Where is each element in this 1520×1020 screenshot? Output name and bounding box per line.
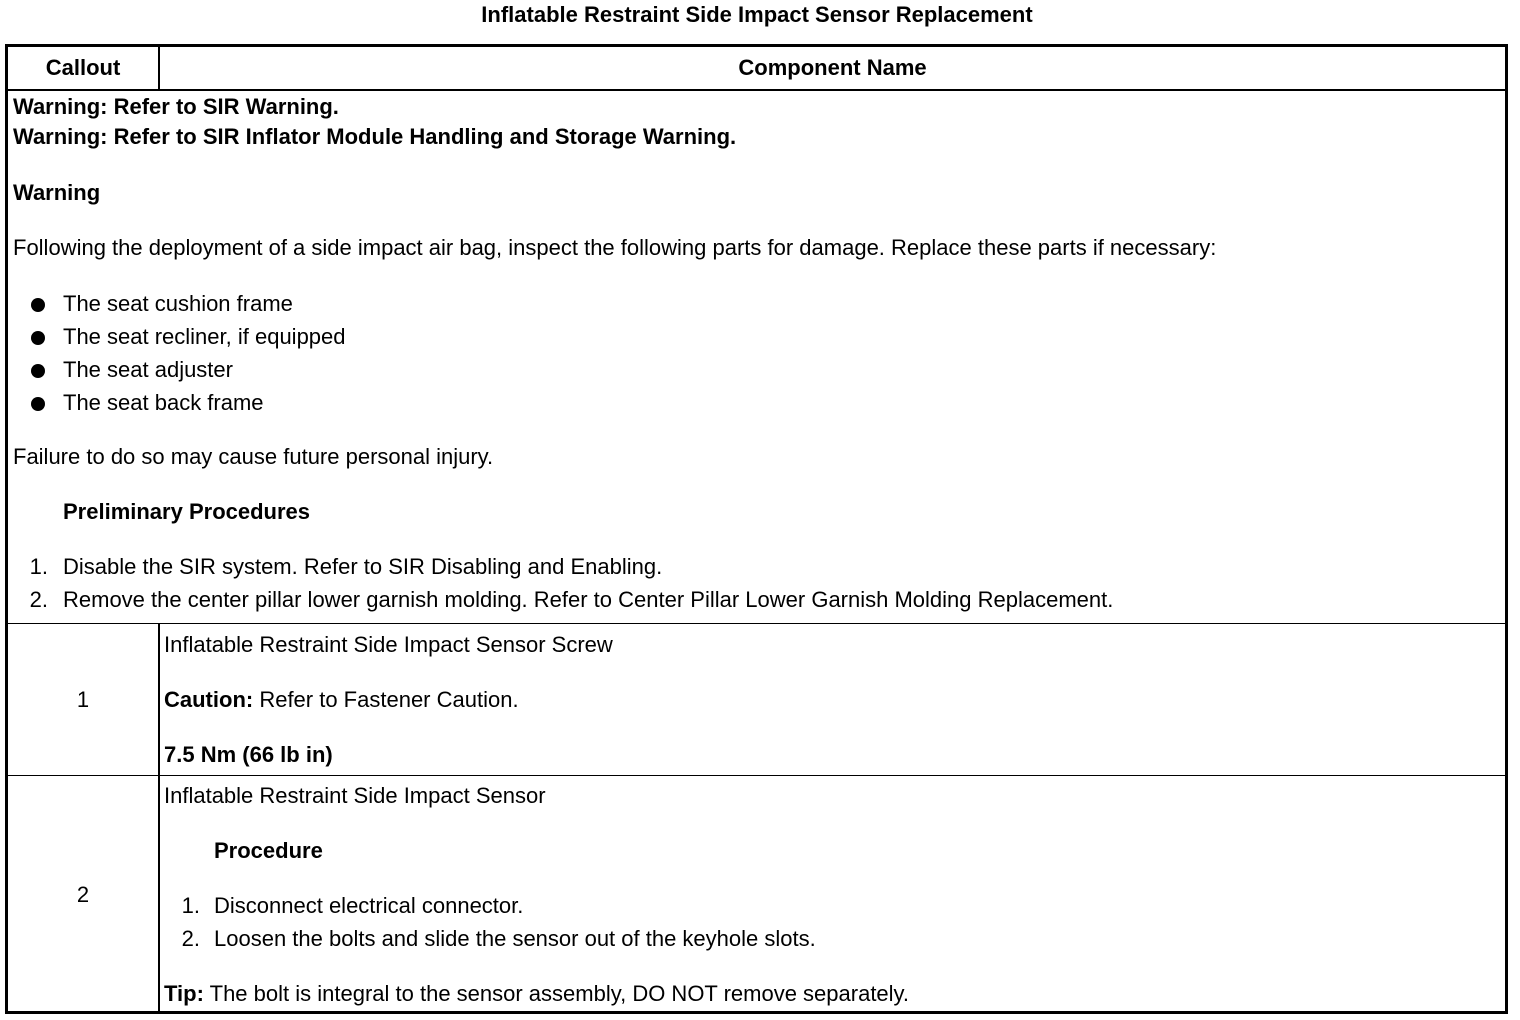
bullet-icon — [31, 397, 45, 411]
component-cell — [160, 776, 1505, 1014]
warning-heading: Warning — [13, 180, 101, 205]
callout-number: 1 — [8, 624, 160, 775]
inflator-warning-line: Warning: Refer to SIR Inflator Module Handling and Storage Warning. — [13, 124, 737, 149]
procedure-table — [5, 44, 1508, 1014]
table-row — [8, 776, 1505, 1014]
callout-column-header: Callout — [8, 47, 160, 89]
procedure-step: Loosen the bolts and slide the sensor out of the keyhole slots. — [214, 926, 816, 951]
step-number: 1. — [181, 893, 200, 918]
torque-spec: 7.5 Nm (66 lb in) — [164, 742, 333, 767]
bullet-item: The seat recliner, if equipped — [63, 324, 346, 349]
caution-label: Caution: — [164, 687, 254, 712]
bullet-icon — [31, 298, 45, 312]
procedure-step: Disconnect electrical connector. — [214, 893, 524, 918]
bullet-item: The seat adjuster — [63, 357, 233, 382]
bullet-item: The seat back frame — [63, 390, 264, 415]
caution-text: Refer to Fastener Caution. — [253, 687, 519, 712]
warning-closing: Failure to do so may cause future personal injury. — [13, 444, 494, 469]
warning-section — [8, 91, 1505, 624]
warning-intro: Following the deployment of a side impact air bag, inspect the following parts for damage. Replace these parts if necessary: — [13, 235, 1217, 260]
component-name: Inflatable Restraint Side Impact Sensor Screw — [164, 632, 613, 657]
tip-text: The bolt is integral to the sensor assembly, DO NOT remove separately. — [203, 981, 910, 1006]
step-number: 2. — [181, 926, 200, 951]
bullet-icon — [31, 331, 45, 345]
step-number: 2. — [29, 587, 48, 612]
page-title: Inflatable Restraint Side Impact Sensor Replacement — [481, 2, 1033, 27]
procedure-heading: Procedure — [214, 838, 323, 863]
component-name: Inflatable Restraint Side Impact Sensor — [164, 783, 546, 808]
tip-label: Tip: — [164, 981, 204, 1006]
callout-number: 2 — [8, 776, 160, 1014]
step-number: 1. — [29, 554, 48, 579]
table-row — [8, 624, 1505, 776]
preliminary-step: Remove the center pillar lower garnish molding. Refer to Center Pillar Lower Garnish Molding Replacement. — [63, 587, 1114, 612]
tip-note — [164, 980, 909, 1008]
caution-note — [164, 686, 519, 714]
preliminary-procedures-heading: Preliminary Procedures — [63, 499, 311, 524]
bullet-icon — [31, 364, 45, 378]
bullet-item: The seat cushion frame — [63, 291, 293, 316]
component-cell — [160, 624, 1505, 775]
preliminary-step: Disable the SIR system. Refer to SIR Disabling and Enabling. — [63, 554, 663, 579]
sir-warning-line: Warning: Refer to SIR Warning. — [13, 94, 339, 119]
component-name-column-header: Component Name — [738, 55, 927, 80]
table-header-row — [8, 47, 1505, 91]
